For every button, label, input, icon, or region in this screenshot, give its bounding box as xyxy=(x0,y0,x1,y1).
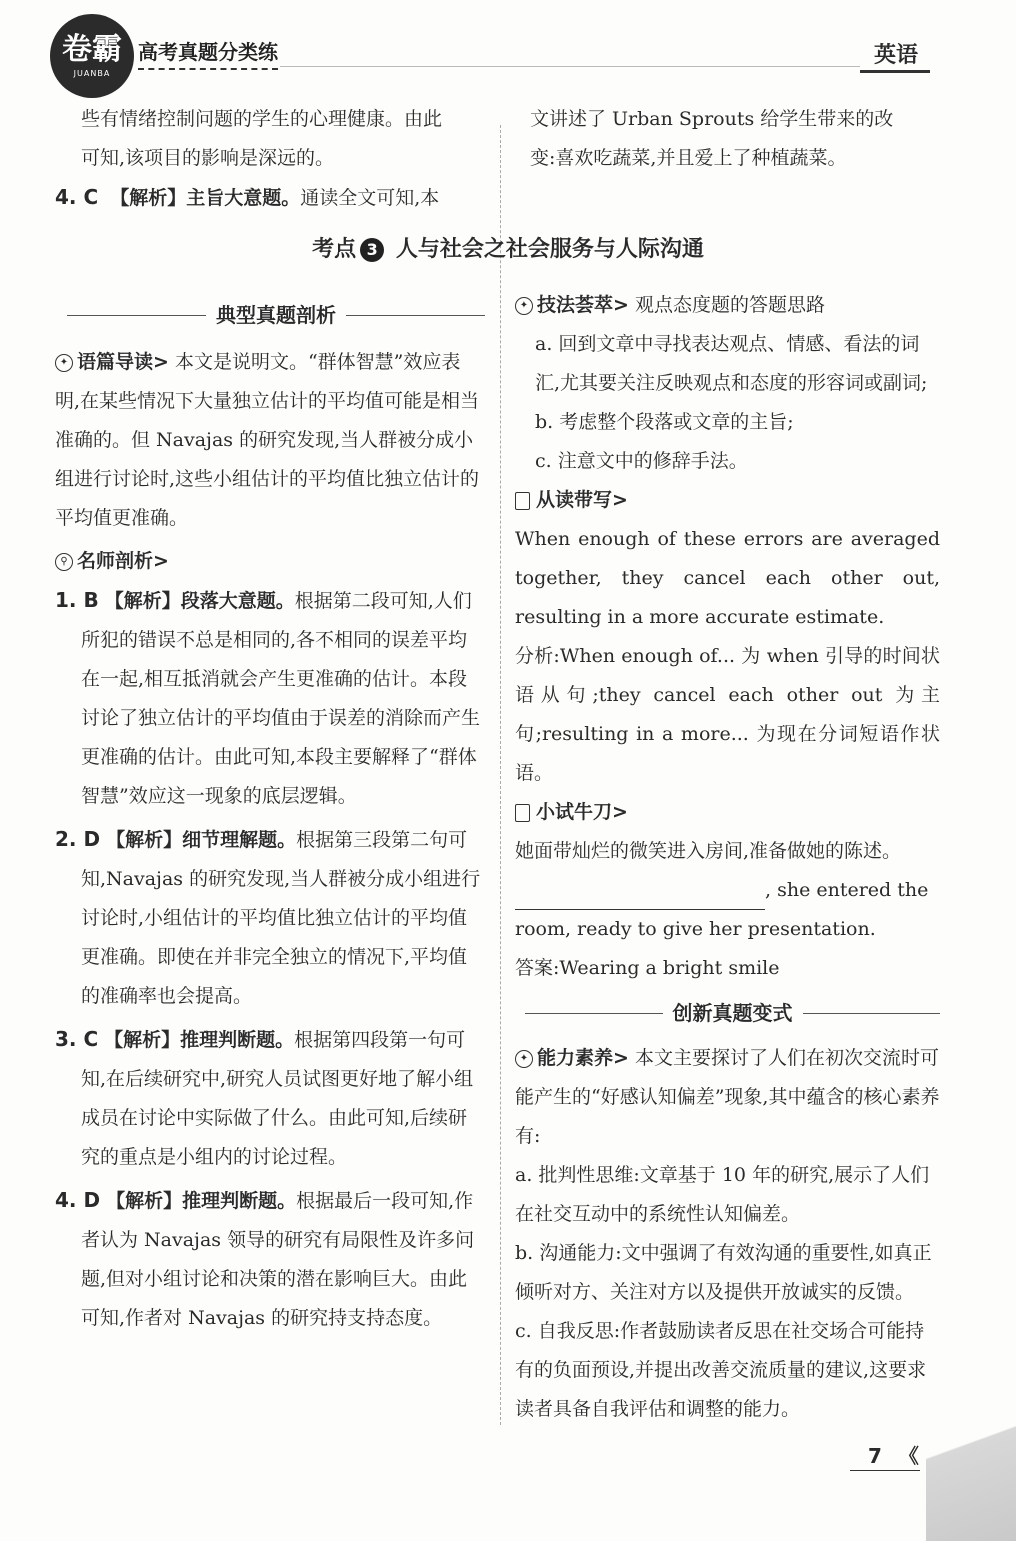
page-number-rule xyxy=(850,1470,920,1471)
top-right-line-1: 文讲述了 Urban Sprouts 给学生带来的改 xyxy=(530,108,894,130)
subject-underline xyxy=(860,70,930,73)
answer-blank xyxy=(515,889,765,910)
top-left-line-1: 些有情绪控制问题的学生的心理健康。由此 xyxy=(81,108,443,130)
logo-text: 卷霸 xyxy=(62,31,122,67)
section-title xyxy=(0,232,1016,263)
practice-english-b: room, ready to give her presentation. xyxy=(515,918,876,940)
band-line-right xyxy=(803,1013,941,1014)
ability-b: b. 沟通能力:文中强调了有效沟通的重要性,如真正倾听对方、关注对方以及提供开放诚实的反馈。 xyxy=(515,1242,932,1303)
reading-label: 语篇导读> xyxy=(77,351,169,373)
item-tag: 【解析】主旨大意题。 xyxy=(110,187,301,209)
tips-heading xyxy=(515,286,940,325)
readwrite-heading xyxy=(515,481,940,520)
practice-label: 小试牛刀> xyxy=(536,801,628,823)
analysis-item-4 xyxy=(55,1181,485,1338)
top-item-4 xyxy=(55,178,485,218)
item-number: 4. C xyxy=(55,185,99,209)
tips-title: 观点态度题的答题思路 xyxy=(634,294,825,316)
left-column xyxy=(55,296,485,1338)
analysis-item-1 xyxy=(55,581,485,816)
section-number: 3 xyxy=(360,238,384,262)
column-divider xyxy=(500,125,501,1425)
top-left-block xyxy=(55,100,485,218)
item-number: 4. D xyxy=(55,1188,101,1212)
tips-label: 技法荟萃> xyxy=(537,294,629,316)
logo-subtext: JUANBA xyxy=(73,68,111,78)
analysis-label: 名师剖析> xyxy=(77,550,169,572)
header-rule xyxy=(280,66,860,67)
readwrite-sentence: When enough of these errors are averaged together, they cancel each other out, resulting in a more accurate estimate. xyxy=(515,528,940,628)
item-number: 3. C xyxy=(55,1027,99,1051)
practice-answer: 答案:Wearing a bright smile xyxy=(515,957,780,979)
item-text: 根据第四段第一句可知,在后续研究中,研究人员试图更好地了解小组成员在讨论中实际做了什么。由此可知,后续研究的重点是小组内的讨论过程。 xyxy=(81,1029,474,1168)
page-corner-decoration xyxy=(926,1381,1016,1541)
readwrite-analysis: 分析:When enough of... 为 when 引导的时间状语从句;they cancel each other out 为主句;resulting in a more... 为现在分词短语作状语。 xyxy=(515,645,940,784)
bulb-icon: ✦ xyxy=(515,1050,533,1068)
section-heading: 人与社会之社会服务与人际沟通 xyxy=(395,237,704,262)
ability-label: 能力素养> xyxy=(537,1047,629,1069)
analysis-item-2 xyxy=(55,820,485,1016)
document-icon xyxy=(515,804,530,822)
practice-english-a: , she entered the xyxy=(765,879,929,901)
item-text: 根据第三段第二句可知,Navajas 的研究发现,当人群被分成小组进行讨论时,小组估计的平均值比独立估计的平均值更准确。即使在并非完全独立的情况下,平均值的准确率也会提高。 xyxy=(81,829,481,1007)
page-number xyxy=(868,1440,919,1469)
right-column xyxy=(515,286,940,1429)
band-line-left xyxy=(525,1013,663,1014)
item-text: 根据最后一段可知,作者认为 Navajas 领导的研究有局限性及许多问题,但对小组讨论和决策的潜在影响巨大。由此可知,作者对 Navajas 的研究持支持态度。 xyxy=(81,1190,475,1329)
document-icon xyxy=(515,492,530,510)
band-line-left xyxy=(67,315,206,316)
ability-intro xyxy=(515,1039,940,1156)
subject-label: 英语 xyxy=(874,43,919,68)
top-right-line-2: 变:喜欢吃蔬菜,并且爱上了种植蔬菜。 xyxy=(530,147,847,169)
readwrite-label: 从读带写> xyxy=(536,489,628,511)
item-tag: 【解析】细节理解题。 xyxy=(106,829,297,851)
top-right-block xyxy=(530,100,940,178)
practice-heading xyxy=(515,793,940,832)
ability-text: 本文主要探讨了人们在初次交流时可能产生的“好感认知偏差”现象,其中蕴含的核心素养有: xyxy=(515,1047,940,1147)
item-text: 通读全文可知,本 xyxy=(300,187,440,209)
band-line-right xyxy=(346,315,485,316)
practice-english-line-1 xyxy=(515,871,940,910)
band-typical xyxy=(67,296,485,335)
search-icon: ⚲ xyxy=(55,553,73,571)
double-chevron-icon: 《 xyxy=(898,1444,919,1468)
top-left-line-2: 可知,该项目的影响是深远的。 xyxy=(81,147,335,169)
item-number: 2. D xyxy=(55,827,101,851)
analysis-item-3 xyxy=(55,1020,485,1177)
reading-text: 本文是说明文。“群体智慧”效应表明,在某些情况下大量独立估计的平均值可能是相当准确的。但 Navajas 的研究发现,当人群被分成小组进行讨论时,这些小组估计的平均值比独立估计的平均值更准确。 xyxy=(55,351,480,529)
item-number: 1. B xyxy=(55,588,99,612)
brand-logo xyxy=(50,14,134,98)
analysis-heading xyxy=(55,542,485,581)
item-tag: 【解析】推理判断题。 xyxy=(106,1190,297,1212)
tip-c: c. 注意文中的修辞手法。 xyxy=(535,450,748,472)
ability-c: c. 自我反思:作者鼓励读者反思在社交场合可能持有的负面预设,并提出改善交流质量的建议,这要求读者具备自我评估和调整的能力。 xyxy=(515,1320,927,1420)
item-tag: 【解析】段落大意题。 xyxy=(104,590,295,612)
bulb-icon: ✦ xyxy=(515,297,533,315)
ability-a: a. 批判性思维:文章基于 10 年的研究,展示了人们在社交互动中的系统性认知偏差。 xyxy=(515,1164,930,1225)
reading-guide xyxy=(55,343,485,538)
item-tag: 【解析】推理判断题。 xyxy=(104,1029,295,1051)
section-prefix: 考点 xyxy=(312,237,357,262)
series-title: 高考真题分类练 xyxy=(138,40,278,64)
item-text: 根据第二段可知,人们所犯的错误不总是相同的,各不相同的误差平均在一起,相互抵消就会产生更准确的估计。本段讨论了独立估计的平均值由于误差的消除而产生更准确的估计。由此可知,本段主要解释了“群体智慧”效应这一现象的底层逻辑。 xyxy=(81,590,481,807)
band-innovative xyxy=(525,994,940,1033)
tip-a: a. 回到文章中寻找表达观点、情感、看法的词汇,尤其要关注反映观点和态度的形容词或副词; xyxy=(535,333,928,394)
band-label: 典型真题剖析 xyxy=(216,303,336,327)
bulb-icon: ✦ xyxy=(55,354,73,372)
page-number-text: 7 xyxy=(868,1444,882,1468)
practice-chinese: 她面带灿烂的微笑进入房间,准备做她的陈述。 xyxy=(515,840,902,862)
band-label: 创新真题变式 xyxy=(672,1001,793,1025)
header-dash-rule xyxy=(138,68,278,70)
tip-b: b. 考虑整个段落或文章的主旨; xyxy=(535,411,794,433)
